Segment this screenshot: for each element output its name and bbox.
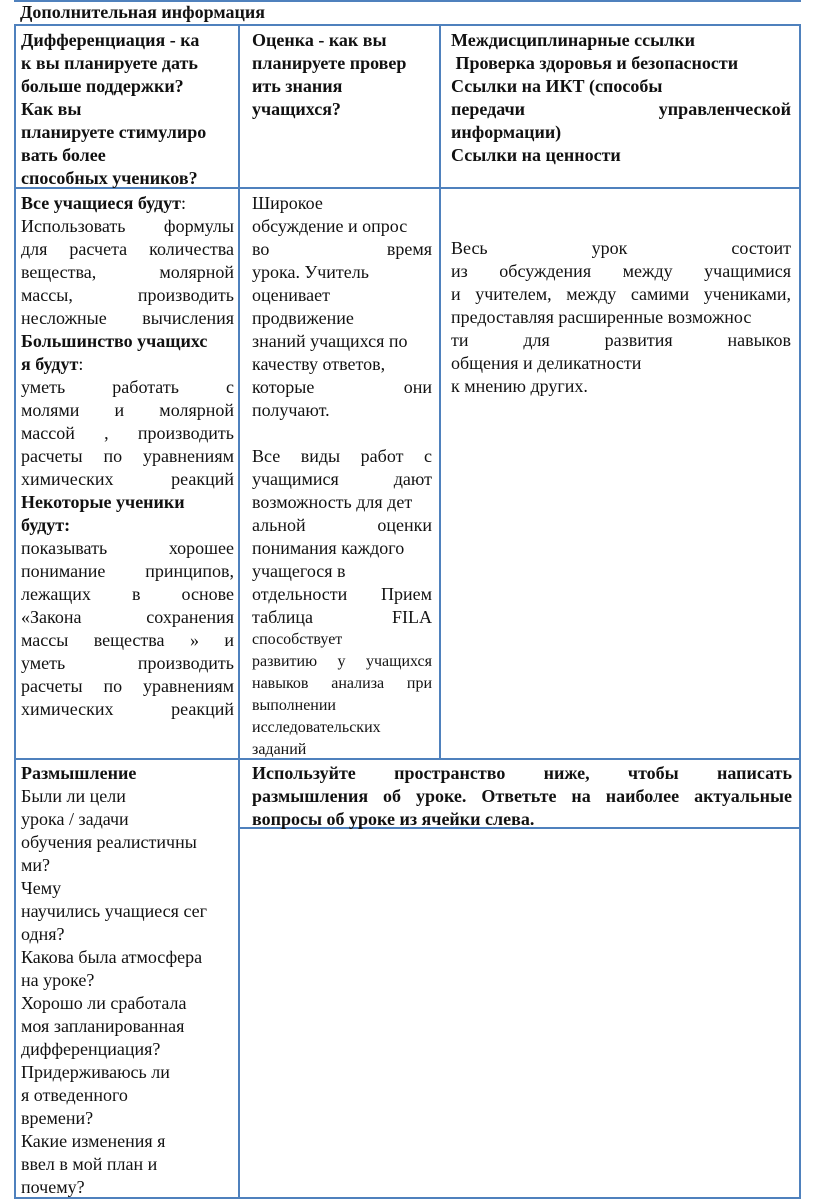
reflection-heading: Размышление [21,763,137,783]
assessment-cell: Широкое обсуждение и опрос во время урока. Учитель оценивает продвижение знаний учащихся по качеству ответов, которые они получают. Все виды работ с учащимися дают возможность для дет альной оценки понимания каждого учащегося в отдельности Прием таблица FILA способствует развитию у учащихся навыков анализа при выполнении исследовательских заданий [252,193,432,758]
most-students-heading: Большинство учащихс [21,331,208,351]
page-title: Дополнительная информация [20,2,265,22]
learning-outcomes-cell: Все учащиеся будут: Использовать формулы для расчета количества вещества, молярной массы, производить несложные вычисления Большинство учащихс я будут: уметь работать с молями и молярной массой , производить расчеты по уравнениям химических реакций Некоторые ученики будут: показывать хорошее понимание принципов, лежащих в основе «Закона сохранения массы вещества » и уметь производить расчеты по уравнениям химических реакций [21,193,234,719]
some-students-heading: Некоторые ученики [21,492,185,512]
table-border-top [14,24,801,26]
reflection-questions-cell: Размышление Были ли цели урока / задачи обучения реалистичны ми? Чему научились учащиеся сег одня? Какова была атмосфера на уроке? Хорошо ли сработала моя запланированная дифференциация? Придерживаюсь ли я отведенного времени? Какие изменения я ввел в мой план и почему? [21,762,234,1199]
lesson-plan-table [14,24,801,1199]
column-divider-2 [439,24,441,760]
assessment-header: Оценка - как вы планируете провер ить знания учащихся? [252,30,407,119]
reflection-writing-area[interactable] [242,831,797,1195]
cross-curricular-header: Междисциплинарные ссылки Проверка здоровья и безопасности Ссылки на ИКТ (способы передачи управленческой информации) Ссылки на ценности [451,30,791,165]
table-border-right [799,24,801,1199]
cross-curricular-cell: Весь урок состоит из обсуждения между учащимися и учителем, между самими учениками, предоставляя расширенные возможнос ти для развития навыков общения и деликатности к мнению других. [451,238,791,396]
table-border-left [14,24,16,1199]
reflection-instruction: Используйте пространство ниже, чтобы написать размышления об уроке. Ответьте на наиболее актуальные вопросы об уроке из ячейки слева. [252,763,792,829]
all-students-heading: Все учащиеся будут [21,193,181,213]
differentiation-header: Дифференциация - ка к вы планируете дать больше поддержки? Как вы планируете стимулиро вать более способных учеников? [21,30,207,188]
column-divider-1 [238,24,240,1199]
